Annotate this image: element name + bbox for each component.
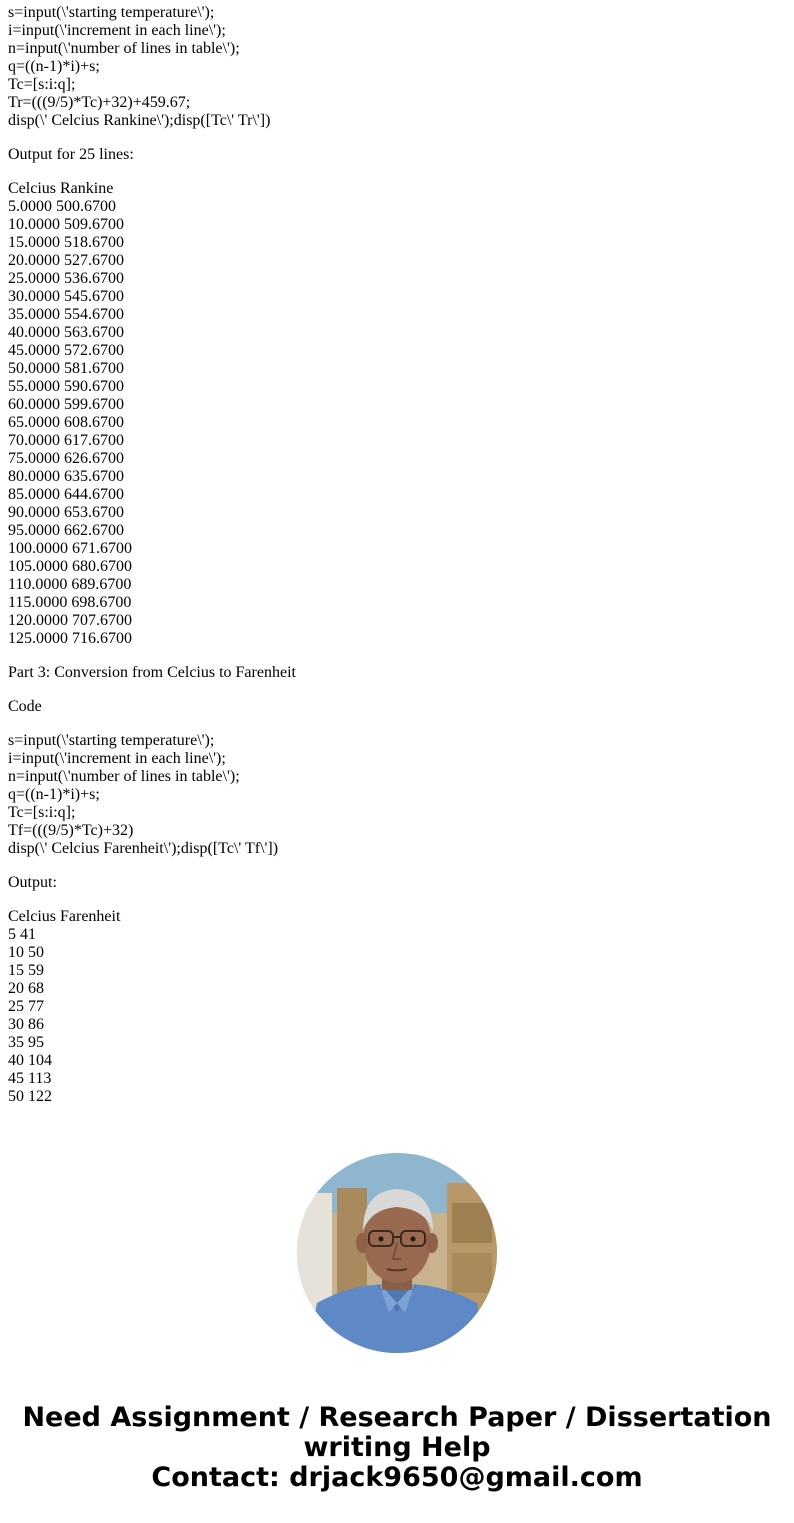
code-line: n=input(\'number of lines in table\');	[8, 768, 240, 785]
table-row: 55.0000 590.6700	[8, 378, 124, 395]
table-row: 5 41	[8, 926, 36, 943]
table-row: 75.0000 626.6700	[8, 450, 124, 467]
table-row: 80.0000 635.6700	[8, 468, 124, 485]
table-row: 110.0000 689.6700	[8, 576, 132, 593]
code-line: s=input(\'starting temperature\');	[8, 732, 215, 749]
table-row: 45.0000 572.6700	[8, 342, 124, 359]
table-row: 105.0000 680.6700	[8, 558, 132, 575]
document-body	[8, 4, 778, 1106]
table-row: 35 95	[8, 1034, 44, 1051]
table-header: Celcius Rankine	[8, 180, 114, 197]
code-label: Code	[8, 698, 42, 715]
table-row: 90.0000 653.6700	[8, 504, 124, 521]
table-row: 100.0000 671.6700	[8, 540, 132, 557]
part3-output-label: Output:	[8, 874, 57, 891]
table-row: 20 68	[8, 980, 44, 997]
table-row: 30 86	[8, 1016, 44, 1033]
table-row: 45 113	[8, 1070, 52, 1087]
table-row: 50.0000 581.6700	[8, 360, 124, 377]
table-row: 60.0000 599.6700	[8, 396, 124, 413]
avatar-photo	[297, 1153, 497, 1353]
table-row: 120.0000 707.6700	[8, 612, 132, 629]
table-row: 125.0000 716.6700	[8, 630, 132, 647]
table-row: 25.0000 536.6700	[8, 270, 124, 287]
table-row: 20.0000 527.6700	[8, 252, 124, 269]
footer-line: Need Assignment / Research Paper / Dissertation	[22, 1402, 772, 1433]
part2-code-block	[8, 4, 778, 130]
code-line: n=input(\'number of lines in table\');	[8, 40, 240, 57]
table-header: Celcius Farenheit	[8, 908, 121, 925]
table-row: 5.0000 500.6700	[8, 198, 116, 215]
code-line: i=input(\'increment in each line\');	[8, 22, 226, 39]
code-line: disp(\' Celcius Farenheit\');disp([Tc\' Tf\'])	[8, 840, 279, 857]
table-row: 115.0000 698.6700	[8, 594, 132, 611]
code-line: Tr=(((9/5)*Tc)+32)+459.67;	[8, 94, 191, 111]
table-row: 50 122	[8, 1088, 52, 1105]
table-row: 30.0000 545.6700	[8, 288, 124, 305]
contact-footer	[0, 1403, 794, 1493]
rankine-table	[8, 180, 778, 648]
code-line: q=((n-1)*i)+s;	[8, 58, 100, 75]
table-row: 70.0000 617.6700	[8, 432, 124, 449]
table-row: 65.0000 608.6700	[8, 414, 124, 431]
table-row: 15.0000 518.6700	[8, 234, 124, 251]
table-row: 40 104	[8, 1052, 52, 1069]
part2-output-label: Output for 25 lines:	[8, 146, 134, 163]
code-line: i=input(\'increment in each line\');	[8, 750, 226, 767]
avatar	[297, 1153, 497, 1353]
footer-line: writing Help	[303, 1432, 491, 1463]
table-row: 25 77	[8, 998, 44, 1015]
code-line: s=input(\'starting temperature\');	[8, 4, 215, 21]
part3-heading: Part 3: Conversion from Celcius to Farenheit	[8, 664, 296, 681]
code-line: disp(\' Celcius Rankine\');disp([Tc\' Tr\'])	[8, 112, 271, 129]
part3-code-block	[8, 732, 778, 858]
table-row: 10 50	[8, 944, 44, 961]
table-row: 35.0000 554.6700	[8, 306, 124, 323]
table-row: 10.0000 509.6700	[8, 216, 124, 233]
code-line: q=((n-1)*i)+s;	[8, 786, 100, 803]
table-row: 15 59	[8, 962, 44, 979]
table-row: 40.0000 563.6700	[8, 324, 124, 341]
table-row: 85.0000 644.6700	[8, 486, 124, 503]
code-line: Tf=(((9/5)*Tc)+32)	[8, 822, 134, 839]
table-row: 95.0000 662.6700	[8, 522, 124, 539]
code-line: Tc=[s:i:q];	[8, 804, 76, 821]
code-line: Tc=[s:i:q];	[8, 76, 76, 93]
farenheit-table	[8, 908, 778, 1106]
contact-email: Contact: drjack9650@gmail.com	[151, 1462, 643, 1493]
